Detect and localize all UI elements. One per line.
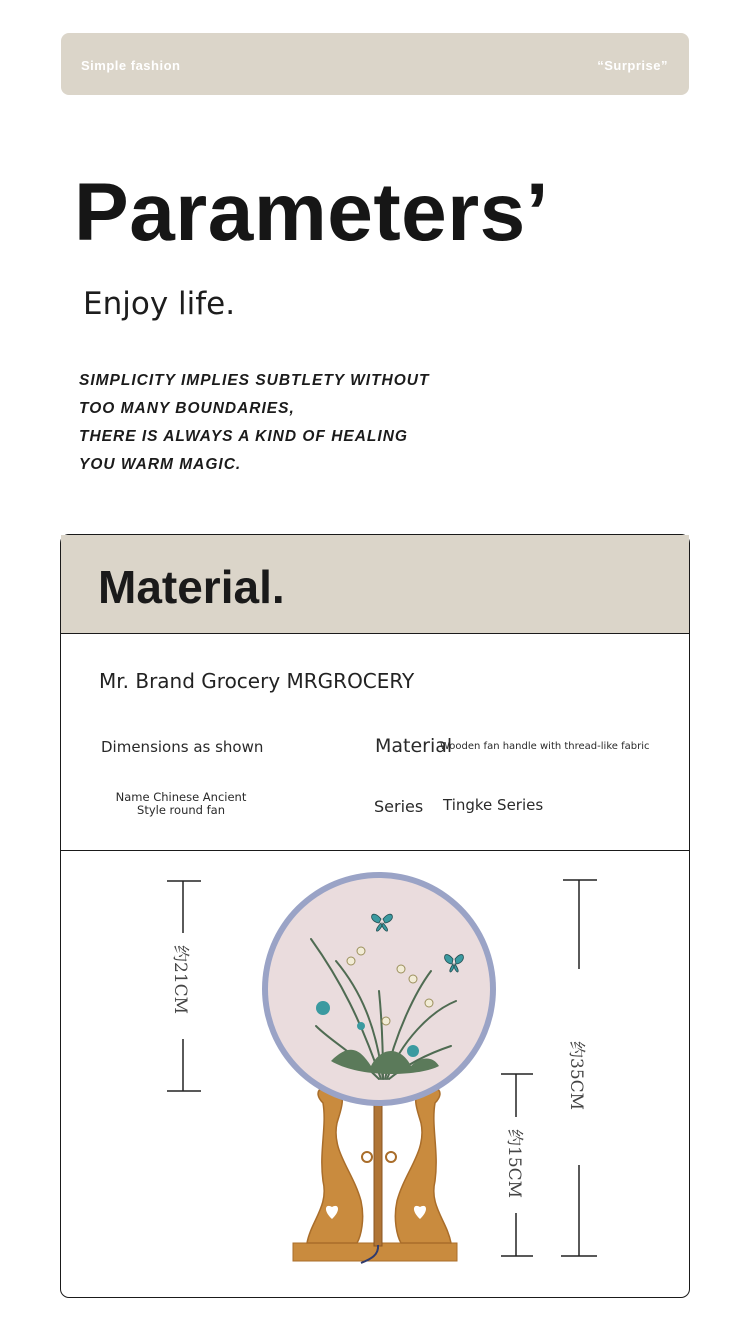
- material-card: [60, 534, 690, 1298]
- stand-dimension-label: 约15CM: [504, 1129, 524, 1199]
- quote-block: [79, 371, 429, 483]
- stand-left-arm: [307, 1087, 363, 1243]
- dimensions-text: Dimensions as shown: [101, 738, 264, 756]
- stand-right-arm: [395, 1087, 451, 1243]
- material-value: Wooden fan handle with thread-like fabric: [440, 741, 650, 752]
- top-banner: [61, 33, 689, 95]
- material-header: [61, 535, 689, 634]
- product-figure: [61, 851, 691, 1299]
- quote-line: TOO MANY BOUNDARIES,: [79, 400, 295, 417]
- page-title: Parameters’: [74, 167, 550, 258]
- banner-right-text: “Surprise”: [597, 58, 668, 73]
- material-label: Material: [375, 735, 453, 757]
- fan-handle: [374, 1096, 382, 1246]
- quote-line: THERE IS ALWAYS A KIND OF HEALING: [79, 428, 408, 445]
- series-value: Tingke Series: [443, 796, 544, 814]
- banner-left-text: Simple fashion: [81, 58, 181, 73]
- fan-dimension-label: 约21CM: [170, 945, 190, 1015]
- subtitle: Enjoy life.: [83, 286, 236, 322]
- brand-name: Mr. Brand Grocery MRGROCERY: [99, 669, 415, 693]
- series-label: Series: [374, 797, 424, 816]
- round-fan-illustration: [61, 851, 691, 1299]
- quote-line: YOU WARM MAGIC.: [79, 456, 242, 473]
- material-title: Material.: [98, 561, 285, 613]
- quote-line: SIMPLICITY IMPLIES SUBTLETY WITHOUT: [79, 372, 430, 389]
- total-dimension-label: 约35CM: [566, 1041, 586, 1111]
- product-name-text: Name Chinese Ancient Style round fan: [115, 790, 247, 817]
